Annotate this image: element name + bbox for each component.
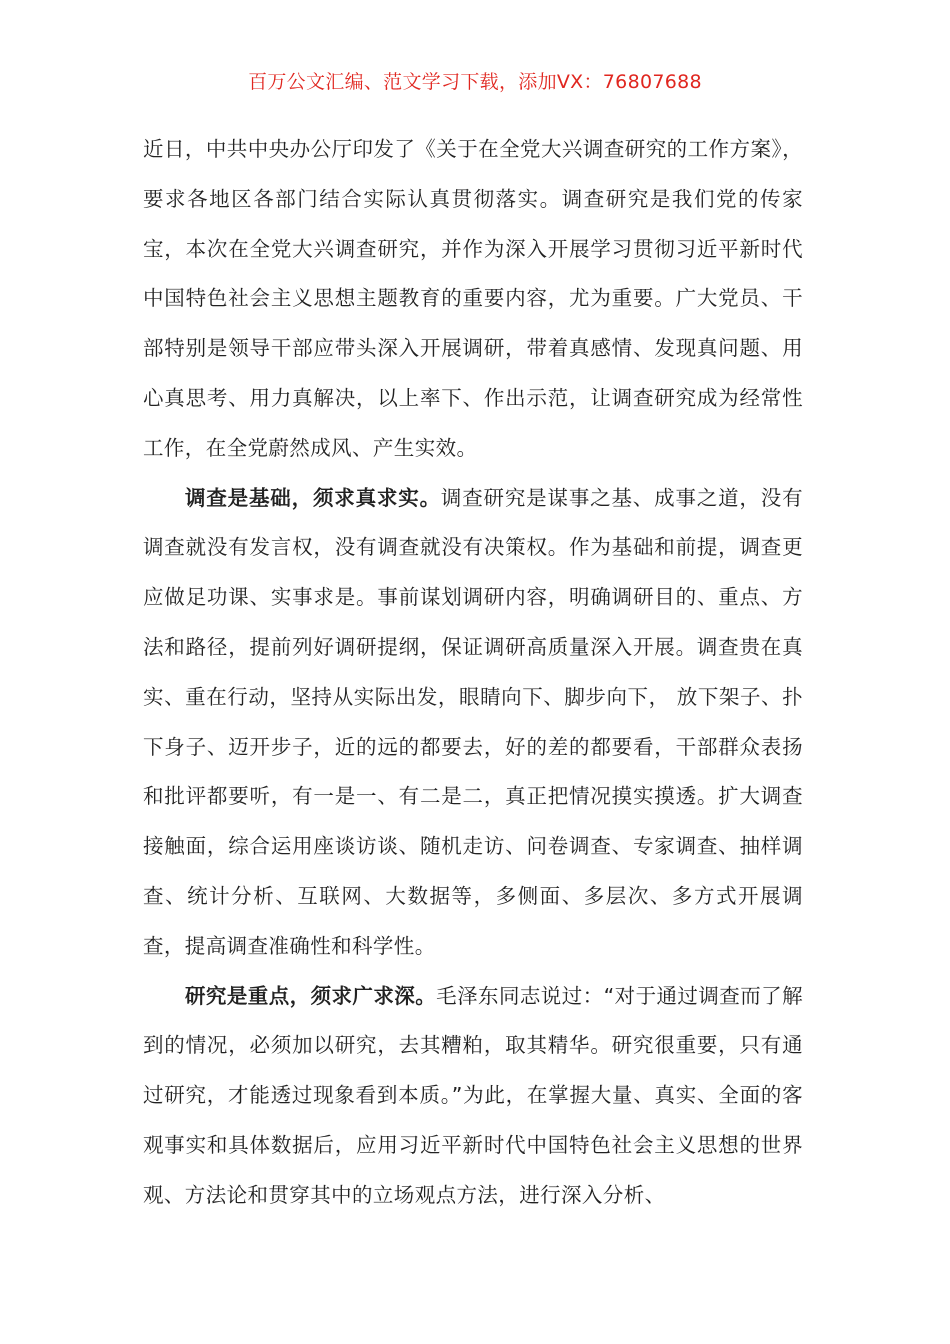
paragraph-investigation-text: 调查研究是谋事之基、成事之道，没有调查就没有发言权，没有调查就没有决策权。作为基础和前提，调查更应做足功课、实事求是。事前谋划调研内容，明确调研目的、重点、方法和路径，提前列好调研提纲，保证调研高质量深入开展。调查贵在真实、重在行动，坚持从实际出发，眼睛向下、脚步向下， 放下架子、扑下身子、迈开步子，近的远的都要去，好的差的都要看，干部群众表扬和批评都要听，有一是一、有二是二，真正把情况摸实摸透。扩大调查接触面，综合运用座谈访谈、随机走访、问卷调查、专家调查、抽样调查、统计分析、互联网、大数据等，多侧面、多层次、多方式开展调查，提高调查准确性和科学性。 [143,485,803,958]
paragraph-research [143,972,803,1221]
paragraph-investigation [143,474,803,972]
header-watermark-text: 百万公文汇编、范文学习下载，添加VX：76807688 [248,71,702,93]
paragraph-research-lead: 研究是重点，须求广求深。 [185,983,437,1008]
paragraph-intro [143,125,803,474]
paragraph-intro-text: 近日，中共中央办公厅印发了《关于在全党大兴调查研究的工作方案》，要求各地区各部门结合实际认真贯彻落实。调查研究是我们党的传家宝，本次在全党大兴调查研究，并作为深入开展学习贯彻习近平新时代中国特色社会主义思想主题教育的重要内容，尤为重要。广大党员、干部特别是领导干部应带头深入开展调研，带着真感情、发现真问题、用心真思考、用力真解决，以上率下、作出示范，让调查研究成为经常性工作，在全党蔚然成风、产生实效。 [143,137,803,460]
paragraph-investigation-lead: 调查是基础，须求真求实。 [185,485,441,510]
paragraph-research-text: 毛泽东同志说过：“对于通过调查而了解到的情况，必须加以研究，去其糟粕，取其精华。研究很重要，只有通过研究，才能透过现象看到本质。”为此，在掌握大量、真实、全面的客观事实和具体数据后，应用习近平新时代中国特色社会主义思想的世界观、方法论和贯穿其中的立场观点方法，进行深入分析、 [143,983,803,1207]
document-body [143,125,803,1221]
